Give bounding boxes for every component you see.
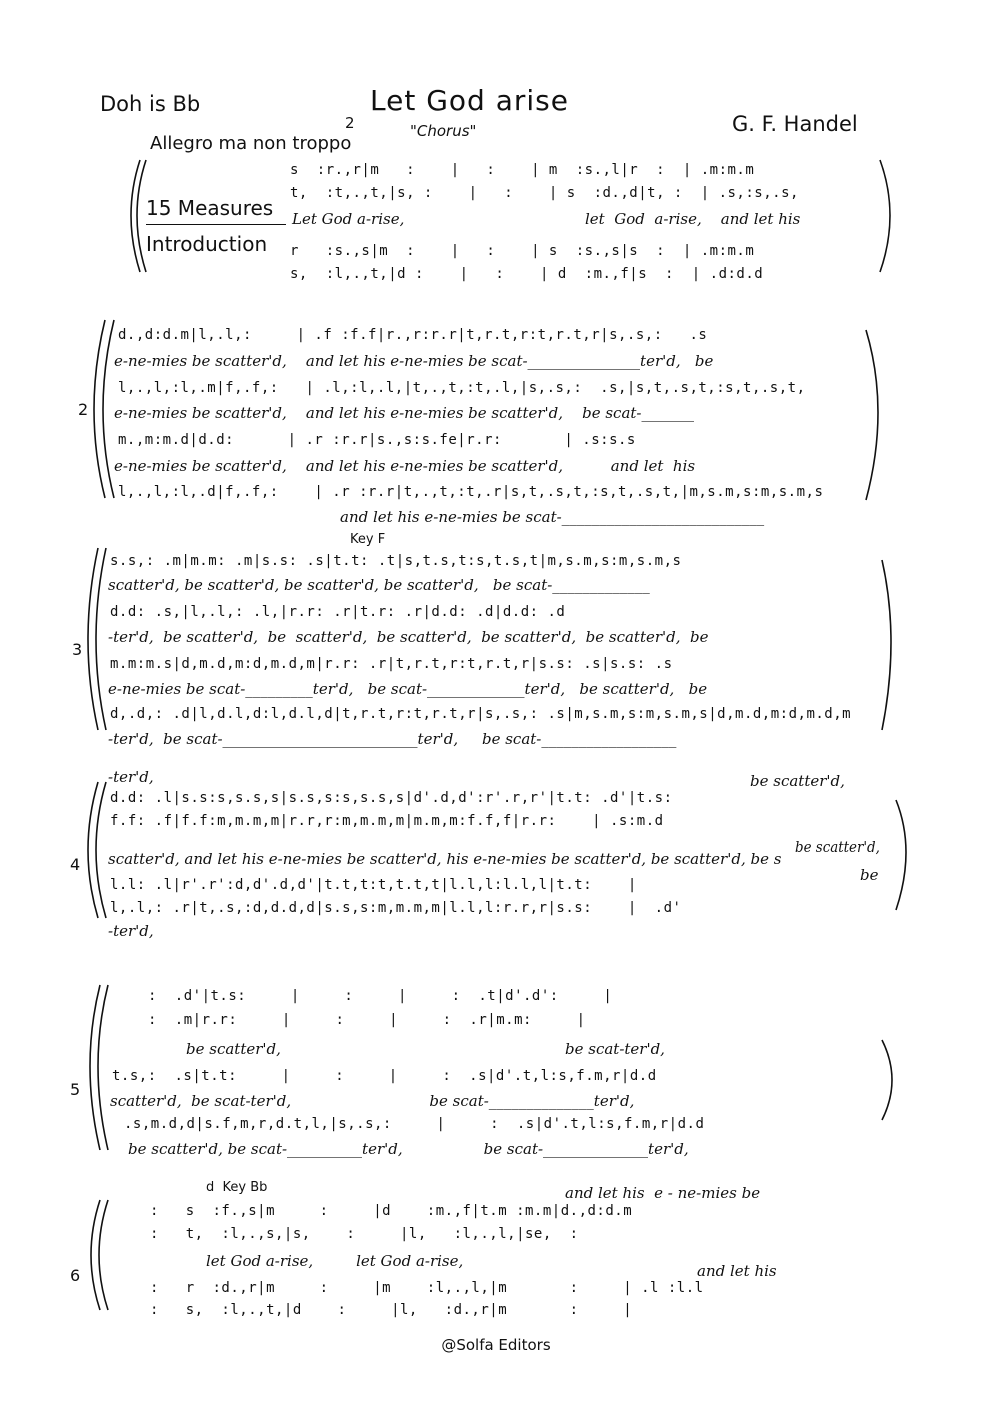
lyric-line: scatter'd, be scatter'd, be scatter'd, be scatter'd, be scat-_____________ <box>108 576 650 594</box>
lyric-line: and let his e-ne-mies be scat-___________________________ <box>340 508 765 526</box>
lyric-line: and let his e - ne-mies be <box>565 1184 761 1202</box>
lyric-line: be scatter'd, be scat-__________ter'd, be scat-______________ter'd, <box>128 1140 689 1158</box>
solfa-notes-line: m.m:m.s|d,m.d,m:d,m.d,m|r.r: .r|t,r.t,r:t,r.t,r|s.s: .s|s.s: .s <box>110 656 673 672</box>
intro-measures: 15 Measures <box>146 196 274 220</box>
bracket-left-1 <box>137 160 146 272</box>
solfa-notes-line: .s,m.d,d|s.f,m,r,d.t,l,|s,.s,: | : .s|d'.t,l:s,f.m,r|d.d <box>124 1116 705 1132</box>
bracket-left-5 <box>98 985 108 1150</box>
lyric-line: e-ne-mies be scatter'd, and let his e-ne-mies be scatter'd, and let his <box>114 457 696 475</box>
solfa-notes-line: : s :f.,s|m : |d :m.,f|t.m :m.m|d.,d:d.m <box>150 1203 633 1219</box>
lyric-line: -ter'd, <box>108 922 154 940</box>
solfa-notes-line: l,.,l,:l,.d|f,.f,: | .r :r.r|t,.,t,:t,.r|s,t,.s,t,:s,t,.s,t,|m,s.m,s:m,s.m,s <box>118 484 824 500</box>
lyric-line: -ter'd, be scat-__________________________ter'd, be scat-__________________ <box>108 730 677 748</box>
lyric-line: e-ne-mies be scatter'd, and let his e-ne-mies be scat-_______________ter'd, be <box>114 352 714 370</box>
bracket-right-2 <box>866 330 878 500</box>
bracket-left-4 <box>96 782 106 918</box>
solfa-notes-line: : r :d.,r|m : |m :l,.,l,|m : | .l :l.l <box>150 1280 704 1296</box>
key-change-annotation: Key F <box>350 532 386 547</box>
solfa-notes-line: r :s.,s|m : | : | s :s.,s|s : | .m:m.m <box>290 243 755 259</box>
lyric-line: and let his <box>697 1262 777 1280</box>
solfa-notes-line: m.,m:m.d|d.d: | .r :r.r|s.,s:s.fe|r.r: | .s:s.s <box>118 432 636 448</box>
bracket-right-4 <box>896 800 906 910</box>
score-annotation: d Key Bb <box>206 1180 268 1195</box>
tempo-marking: Allegro ma non troppo <box>150 133 352 154</box>
footer-credit: @Solfa Editors <box>441 1336 551 1354</box>
bracket-right-1 <box>880 160 890 272</box>
lyric-line: e-ne-mies be scat-_________ter'd, be scat-_____________ter'd, be scatter'd, be <box>108 680 708 698</box>
solfa-notes-line: : .m|r.r: | : | : .r|m.m: | <box>148 1012 586 1028</box>
lyric-line: be <box>860 866 879 884</box>
solfa-notes-line: : .d'|t.s: | : | : .t|d'.d': | <box>148 988 613 1004</box>
system-number: 4 <box>70 855 81 874</box>
solfa-notes-line: s :r.,r|m : | : | m :s.,l|r : | .m:m.m <box>290 162 755 178</box>
lyric-line: be scatter'd, <box>750 772 845 790</box>
solfa-notes-line: f.f: .f|f.f:m,m.m,m|r.r,r:m,m.m,m|m.m,m:f.f,f|r.r: | .s:m.d <box>110 813 664 829</box>
lyric-line: be scat-ter'd, <box>565 1040 665 1058</box>
lyric-line: be scatter'd, <box>795 838 880 856</box>
composer: G. F. Handel <box>732 112 858 136</box>
solfa-notes-line: l,.l,: .r|t,.s,:d,d.d,d|s.s,s:m,m.m,m|l.l,l:r.r,r|s.s: | .d' <box>110 900 682 916</box>
solfa-notes-line: l,.,l,:l,.m|f,.f,: | .l,:l,.l,|t,.,t,:t,.l,|s,.s,: .s,|s,t,.s,t,:s,t,.s,t, <box>118 380 806 396</box>
solfa-notes-line: t, :t,.,t,|s, : | : | s :d.,d|t, : | .s,:s,.s, <box>290 185 799 201</box>
page-title: Let God arise <box>370 84 569 117</box>
solfa-notes-line: s.s,: .m|m.m: .m|s.s: .s|t.t: .t|s,t.s,t:s,t.s,t|m,s.m,s:m,s.m,s <box>110 553 682 569</box>
bracket-left-3 <box>96 548 106 730</box>
header-key: Doh is Bb <box>100 92 201 116</box>
lyric-line: e-ne-mies be scatter'd, and let his e-ne-mies be scatter'd, be scat-_______ <box>114 404 694 422</box>
lyric-line: let God a-rise, and let his <box>585 210 801 228</box>
system-number: 3 <box>72 640 83 659</box>
page-subtitle: "Chorus" <box>410 122 477 140</box>
system-number: 5 <box>70 1080 81 1099</box>
system-number: 2 <box>78 400 89 419</box>
solfa-notes-line: : t, :l,.,s,|s, : |l, :l,.,l,|se, : <box>150 1226 579 1242</box>
lyric-line: scatter'd, be scat-ter'd, be scat-______________ter'd, <box>110 1092 635 1110</box>
solfa-notes-line: d,.d,: .d|l,d.l,d:l,d.l,d|t,r.t,r:t,r.t,r|s,.s,: .s|m,s.m,s:m,s.m,s|d,m.d,m:d,m.d,m <box>110 706 852 722</box>
lyric-line: -ter'd, be scatter'd, be scatter'd, be scatter'd, be scatter'd, be scatter'd, be <box>108 628 709 646</box>
solfa-notes-line: d.d: .s,|l,.l,: .l,|r.r: .r|t.r: .r|d.d: .d|d.d: .d <box>110 604 566 620</box>
bracket-right-3 <box>882 560 891 730</box>
bracket-left-6 <box>99 1200 108 1310</box>
bracket-right-5 <box>882 1040 892 1120</box>
lyric-line: let God a-rise, let God a-rise, <box>206 1252 464 1270</box>
page-number: 2 <box>345 114 355 132</box>
lyric-line: Let God a-rise, <box>292 210 405 228</box>
solfa-notes-line: : s, :l,.,t,|d : |l, :d.,r|m : | <box>150 1302 633 1318</box>
solfa-notes-line: l.l: .l|r'.r':d,d'.d,d'|t.t,t:t,t.t,t|l.l,l:l.l,l|t.t: | <box>110 877 637 893</box>
system-number: 6 <box>70 1266 81 1285</box>
intro-label: Introduction <box>146 232 268 256</box>
solfa-notes-line: d.d: .l|s.s:s,s.s,s|s.s,s:s,s.s,s|d'.d,d':r'.r,r'|t.t: .d'|t.s: <box>110 790 673 806</box>
lyric-line: be scatter'd, <box>186 1040 281 1058</box>
solfa-notes-line: s, :l,.,t,|d : | : | d :m.,f|s : | .d:d.d <box>290 266 764 282</box>
bracket-left-2 <box>103 320 114 498</box>
lyric-line: -ter'd, <box>108 768 154 786</box>
solfa-notes-line: d.,d:d.m|l,.l,: | .f :f.f|r.,r:r.r|t,r.t,r:t,r.t,r|s,.s,: .s <box>118 327 708 343</box>
solfa-notes-line: t.s,: .s|t.t: | : | : .s|d'.t,l:s,f.m,r|d.d <box>112 1068 657 1084</box>
lyric-line: scatter'd, and let his e-ne-mies be scatter'd, his e-ne-mies be scatter'd, be scatter'd, be s <box>108 850 782 868</box>
